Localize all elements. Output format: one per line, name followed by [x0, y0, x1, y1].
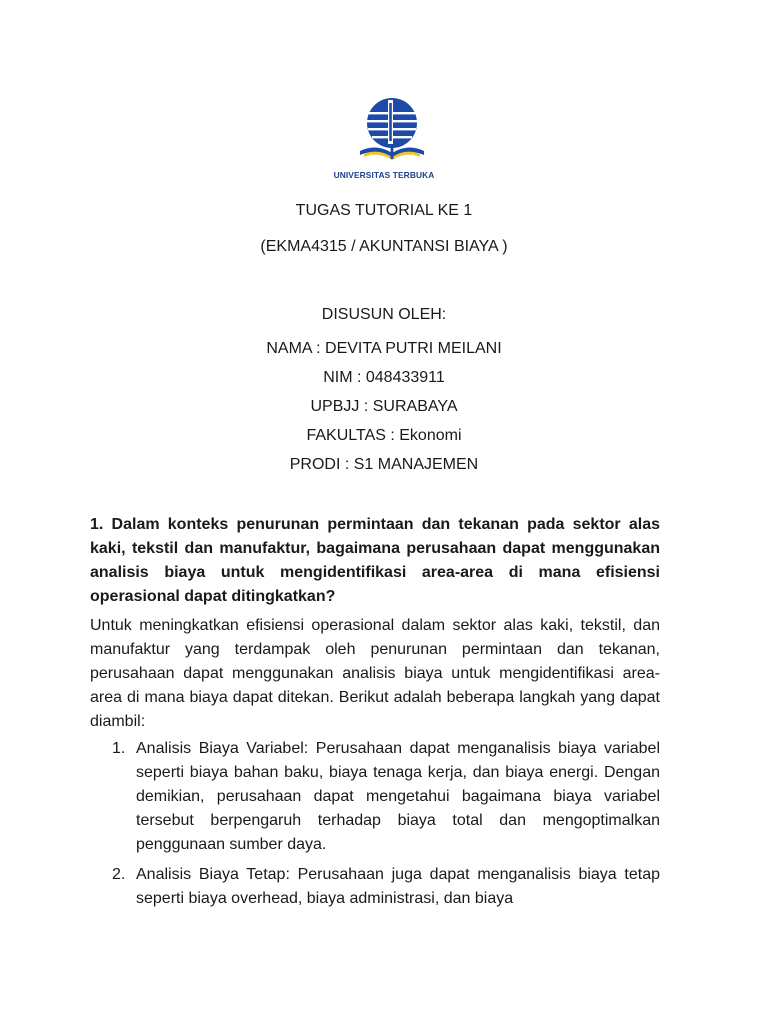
question-text: 1. Dalam konteks penurunan permintaan dan tekanan pada sektor alas kaki, tekstil dan manufaktur, bagaimana perusahaan dapat menggunakan analisis biaya untuk mengidentifikasi area-area di mana efisiensi operasional dapat ditingkatkan? [90, 516, 660, 605]
list-item-text: Analisis Biaya Tetap: Perusahaan juga dapat menganalisis biaya tetap seperti biaya overhead, biaya administrasi, dan biaya [136, 866, 660, 907]
list-item-text: Analisis Biaya Variabel: Perusahaan dapat menganalisis biaya variabel seperti biaya bahan baku, biaya tenaga kerja, dan biaya energi. Dengan demikian, perusahaan dapat mengetahui bagaimana biaya variabel tersebut berpengaruh terhadap biaya total dan mengoptimalkan penggunaan sumber daya. [136, 740, 660, 853]
list-item [90, 737, 660, 857]
course-title: (EKMA4315 / AKUNTANSI BIAYA ) [260, 238, 508, 255]
author-upbjj: UPBJJ : SURABAYA [310, 398, 458, 415]
logo-caption: UNIVERSITAS TERBUKA [333, 170, 435, 180]
answer-intro: Untuk meningkatkan efisiensi operasional dalam sektor alas kaki, tekstil, dan manufaktur yang terdampak oleh penurunan permintaan dan tekanan, perusahaan dapat menggunakan analisis biaya untuk mengidentifikasi area-area di mana biaya dapat ditekan. Berikut adalah beberapa langkah yang dapat diambil: [90, 617, 660, 730]
document-title: TUGAS TUTORIAL KE 1 [295, 202, 473, 219]
author-nim: NIM : 048433911 [323, 369, 445, 386]
author-fakultas: FAKULTAS : Ekonomi [306, 427, 462, 444]
author-prodi: PRODI : S1 MANAJEMEN [289, 456, 479, 473]
list-item-number: 2. [112, 866, 126, 883]
steps-list [90, 737, 660, 917]
list-item [90, 863, 660, 911]
author-nama: NAMA : DEVITA PUTRI MEILANI [266, 340, 502, 357]
list-item-number: 1. [112, 740, 126, 757]
author-heading: DISUSUN OLEH: [321, 306, 447, 323]
